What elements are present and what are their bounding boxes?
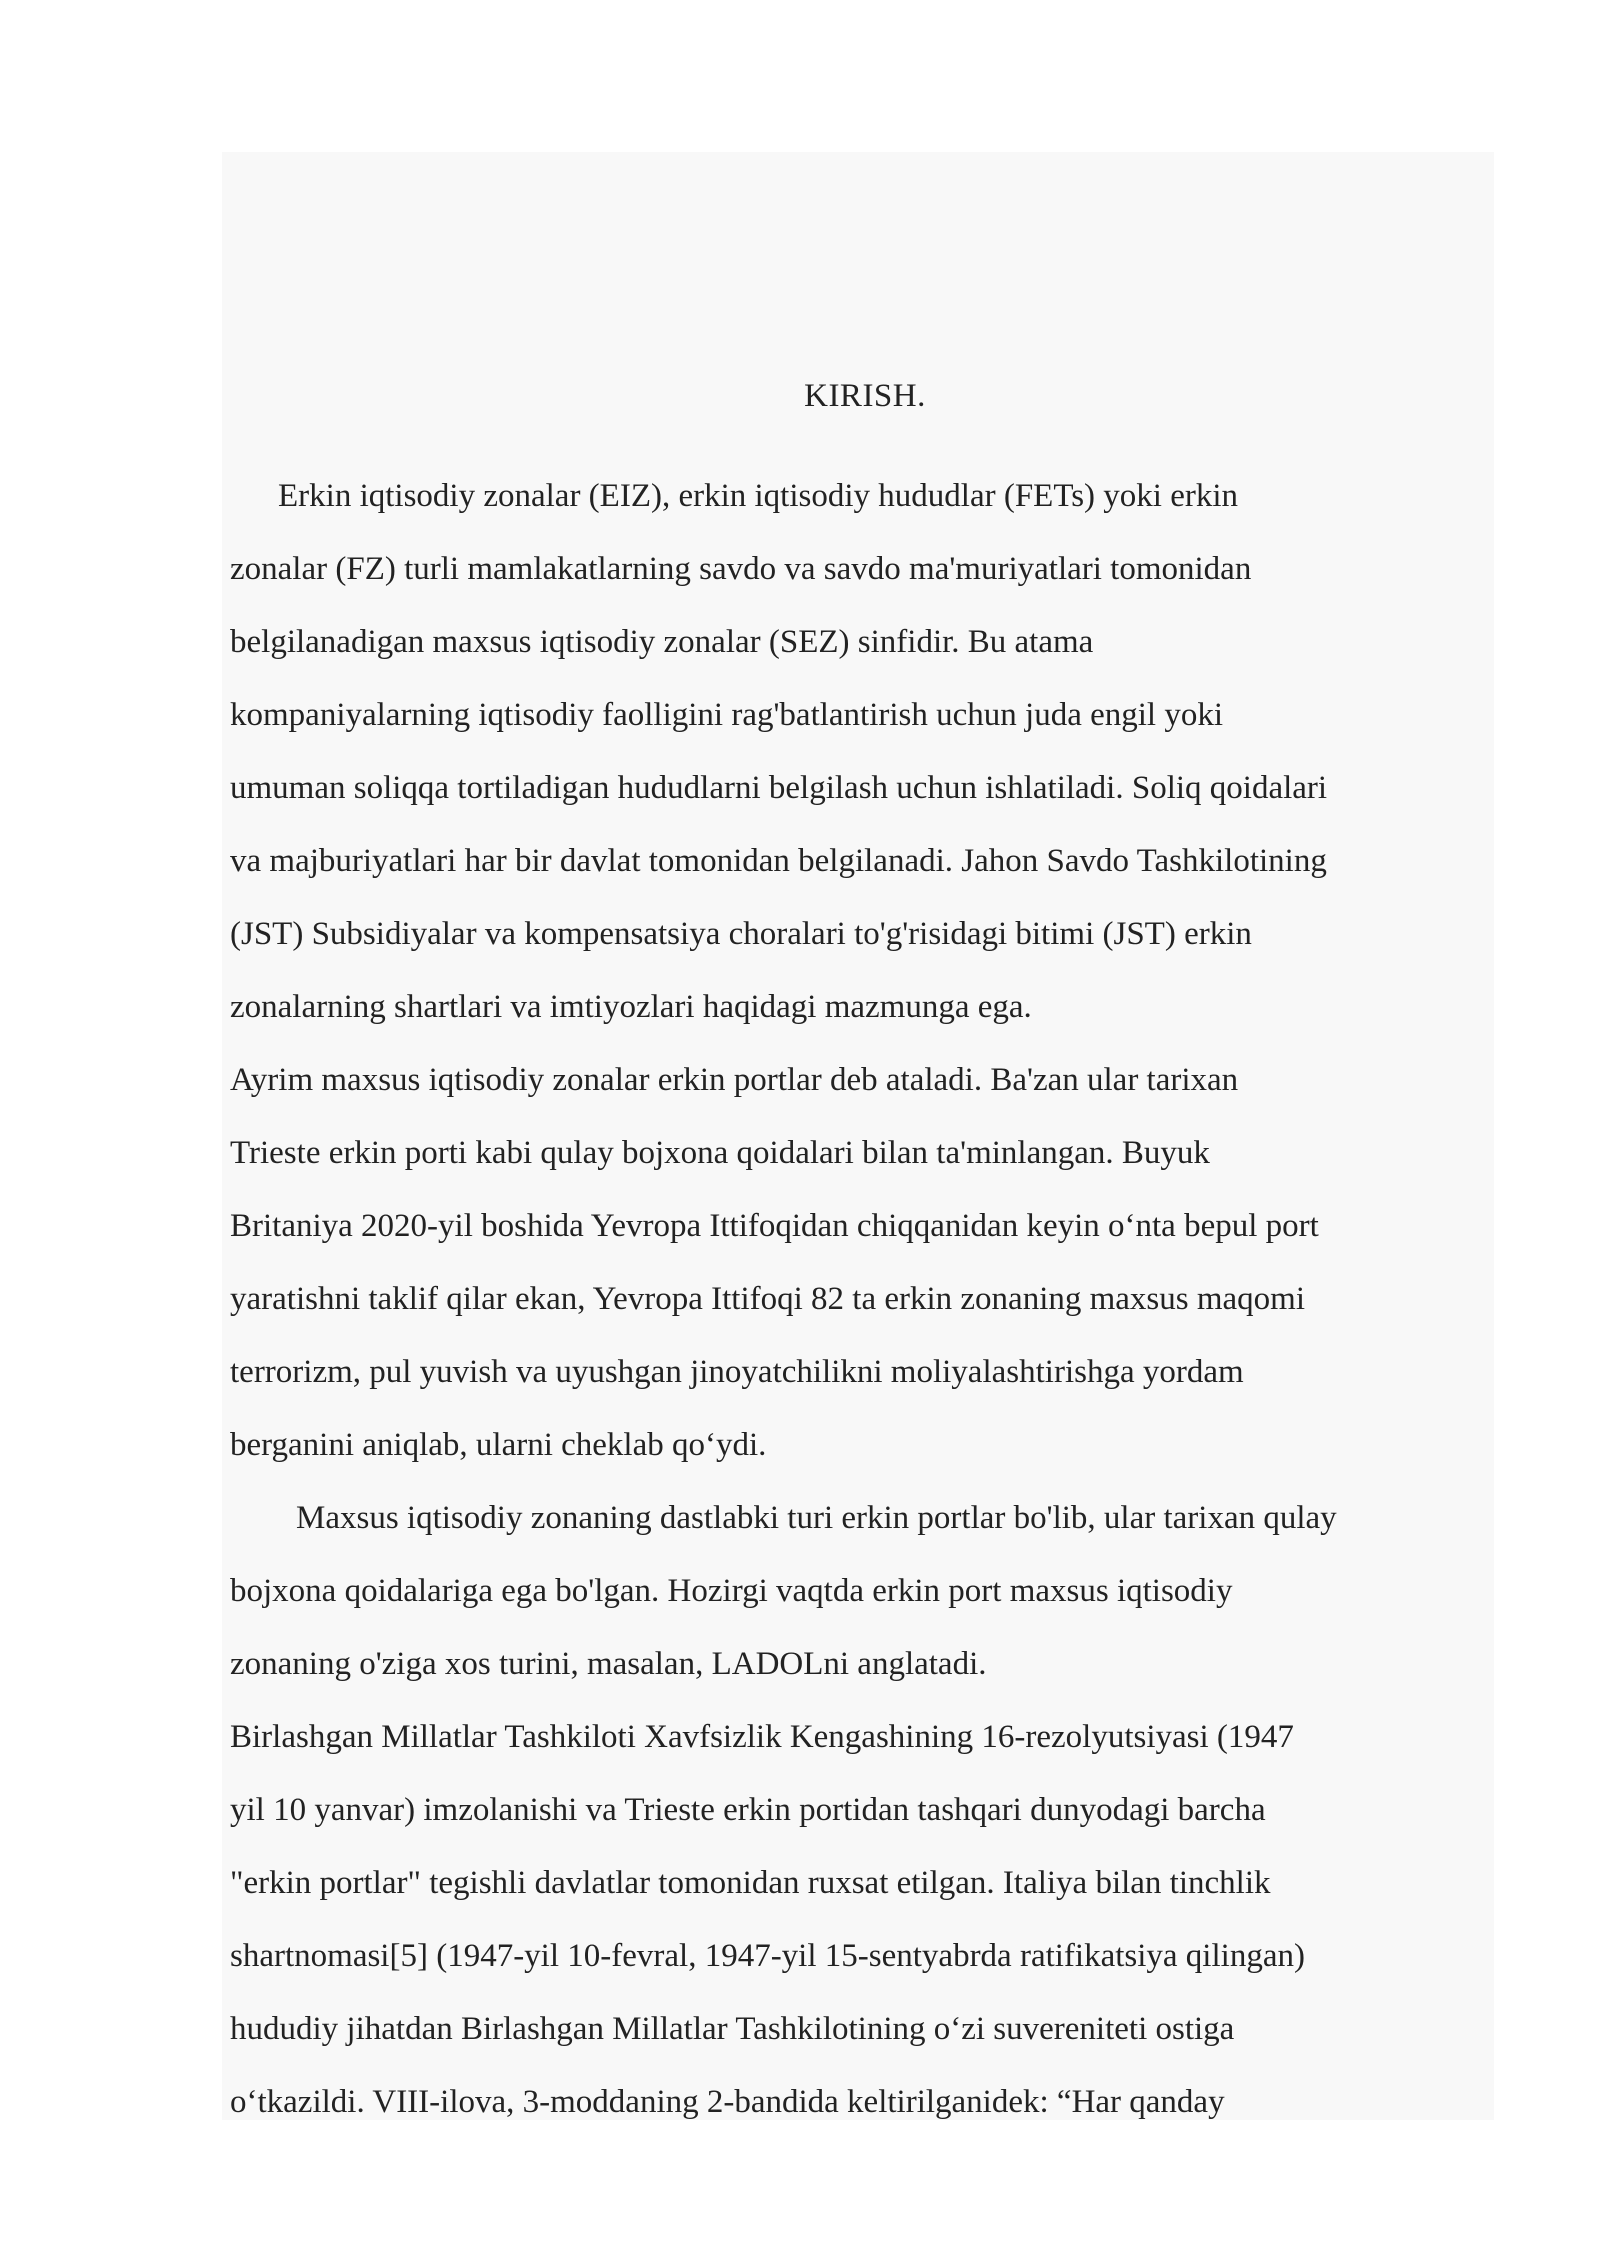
text-line: shartnomasi[5] (1947-yil 10-fevral, 1947-yil 15-sentyabrda ratifikatsiya qilingan)	[230, 1938, 1305, 1974]
paragraph-un-resolution	[230, 1701, 1500, 2139]
text-line: umuman soliqqa tortiladigan hududlarni belgilash uchun ishlatiladi. Soliq qoidalari	[230, 770, 1328, 806]
text-line: "erkin portlar" tegishli davlatlar tomonidan ruxsat etilgan. Italiya bilan tinchlik	[230, 1865, 1271, 1901]
text-line: zonalarning shartlari va imtiyozlari haqidagi mazmunga ega.	[230, 989, 1032, 1025]
text-line: Maxsus iqtisodiy zonaning dastlabki turi erkin portlar bo'lib, ular tarixan qulay	[296, 1500, 1337, 1536]
text-line: o‘tkazildi. VIII-ilova, 3-moddaning 2-bandida keltirilganidek: “Har qanday	[230, 2084, 1225, 2120]
text-line: Birlashgan Millatlar Tashkiloti Xavfsizlik Kengashining 16-rezolyutsiyasi (1947	[230, 1719, 1294, 1755]
text-line: Ayrim maxsus iqtisodiy zonalar erkin portlar deb ataladi. Ba'zan ular tarixan	[230, 1062, 1239, 1098]
page-title: KIRISH.	[804, 378, 926, 414]
text-line: terrorizm, pul yuvish va uyushgan jinoyatchilikni moliyalashtirishga yordam	[230, 1354, 1244, 1390]
text-line: yaratishni taklif qilar ekan, Yevropa Ittifoqi 82 ta erkin zonaning maxsus maqomi	[230, 1281, 1306, 1317]
text-line: Britaniya 2020-yil boshida Yevropa Ittifoqidan chiqqanidan keyin o‘nta bepul port	[230, 1208, 1319, 1244]
text-line: va majburiyatlari har bir davlat tomonidan belgilanadi. Jahon Savdo Tashkilotining	[230, 843, 1327, 879]
text-line: yil 10 yanvar) imzolanishi va Trieste erkin portidan tashqari dunyodagi barcha	[230, 1792, 1266, 1828]
text-line: Erkin iqtisodiy zonalar (EIZ), erkin iqtisodiy hududlar (FETs) yoki erkin	[278, 478, 1238, 514]
text-line: zonaning o'ziga xos turini, masalan, LADOLni anglatadi.	[230, 1646, 987, 1682]
text-line: Trieste erkin porti kabi qulay bojxona qoidalari bilan ta'minlangan. Buyuk	[230, 1135, 1210, 1171]
paragraph-early-type	[230, 1482, 1500, 1701]
paragraph-free-ports	[230, 1044, 1500, 1482]
text-line: hududiy jihatdan Birlashgan Millatlar Tashkilotining o‘zi suvereniteti ostiga	[230, 2011, 1235, 2047]
text-line: bojxona qoidalariga ega bo'lgan. Hozirgi vaqtda erkin port maxsus iqtisodiy	[230, 1573, 1233, 1609]
text-line: berganini aniqlab, ularni cheklab qo‘ydi.	[230, 1427, 767, 1463]
text-line: kompaniyalarning iqtisodiy faolligini rag'batlantirish uchun juda engil yoki	[230, 697, 1224, 733]
text-line: (JST) Subsidiyalar va kompensatsiya choralari to'g'risidagi bitimi (JST) erkin	[230, 916, 1252, 952]
paragraph-intro	[230, 460, 1500, 1044]
text-line: zonalar (FZ) turli mamlakatlarning savdo va savdo ma'muriyatlari tomonidan	[230, 551, 1252, 587]
text-line: belgilanadigan maxsus iqtisodiy zonalar (SEZ) sinfidir. Bu atama	[230, 624, 1094, 660]
document-body	[230, 368, 1500, 2139]
